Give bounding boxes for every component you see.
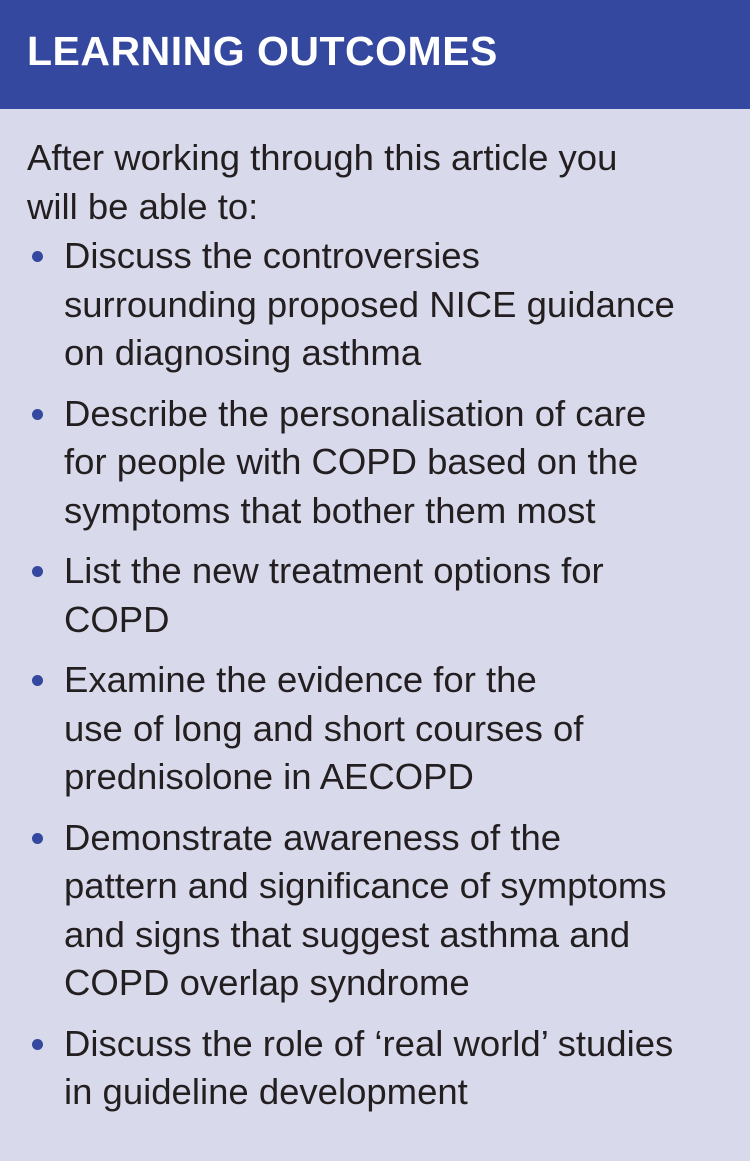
outcome-line: in guideline development [64,1071,468,1112]
outcome-item [27,656,730,802]
header-bar [0,0,750,109]
outcome-line: prednisolone in AECOPD [64,756,474,797]
outcome-item [27,390,730,536]
outcome-line: for people with COPD based on the [64,441,639,482]
outcome-line: COPD [64,598,170,640]
outcome-item [27,232,730,378]
outcome-item [27,814,730,1008]
outcome-line: COPD overlap syndrome [64,962,470,1003]
outcomes-list [27,232,730,1117]
outcome-line: on diagnosing asthma [64,332,422,373]
bullet-icon [32,675,43,686]
intro-line: will be able to: [27,185,259,227]
intro-line: After working through this article you [27,137,618,178]
intro-text [27,134,730,231]
outcome-item [27,1020,730,1117]
outcome-line: Demonstrate awareness of the [64,816,562,858]
outcome-line: Examine the evidence for the [64,659,537,700]
outcome-line: use of long and short courses of [64,707,584,749]
content-area [0,109,750,1117]
bullet-icon [32,251,43,262]
outcome-line: Describe the personalisation of care [64,392,647,434]
header-title: LEARNING OUTCOMES [27,28,498,74]
outcome-line: symptoms that bother them most [64,489,596,531]
outcome-line: and signs that suggest asthma and [64,913,631,955]
bullet-icon [32,566,43,577]
outcome-line: pattern and significance of symptoms [64,865,667,906]
bullet-icon [32,833,43,844]
bullet-icon [32,409,43,420]
bullet-icon [32,1039,43,1050]
outcome-item [27,547,730,644]
outcome-line: Discuss the role of ‘real world’ studies [64,1022,674,1064]
outcome-line: List the new treatment options for [64,550,604,591]
outcome-line: surrounding proposed NICE guidance [64,283,675,325]
outcome-line: Discuss the controversies [64,235,480,276]
